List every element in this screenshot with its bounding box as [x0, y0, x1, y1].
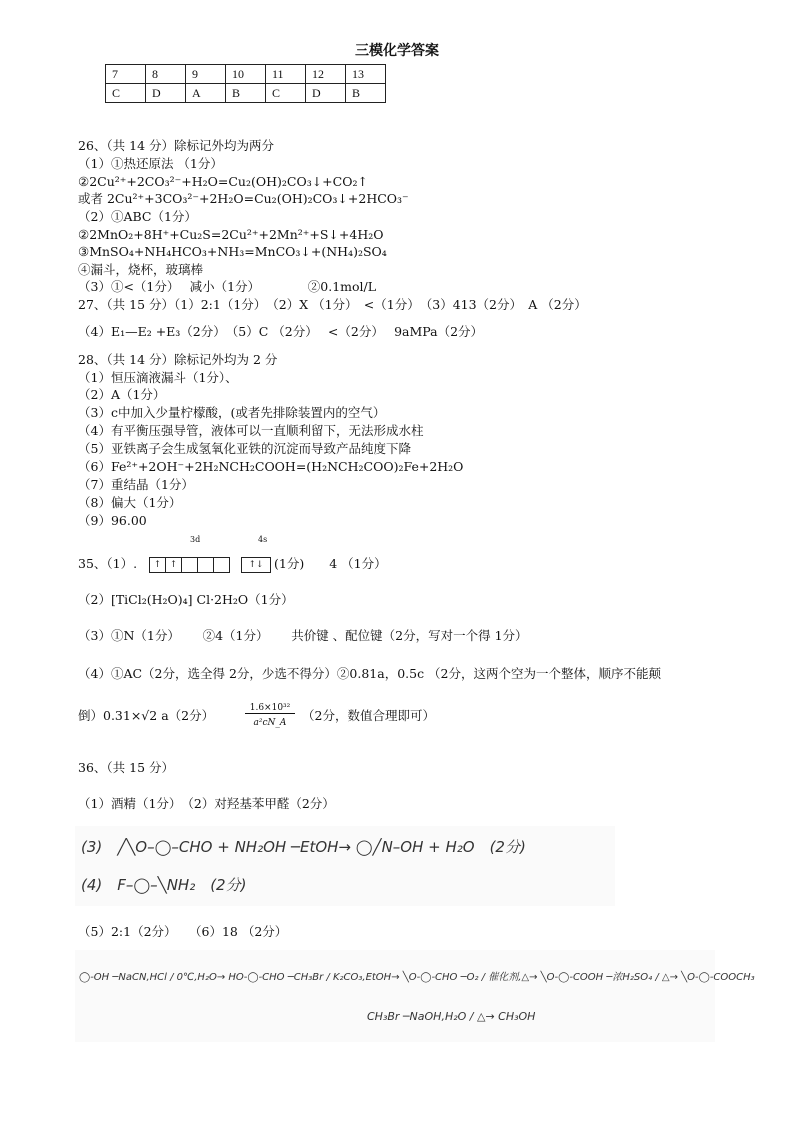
- answer-table-row-answers: [106, 84, 386, 103]
- q35-line: （2）[TiCl₂(H₂O)₄] Cl·2H₂O（1分）: [78, 592, 294, 607]
- table-cell: D: [306, 84, 346, 103]
- handwritten-answer-3-4: [75, 826, 615, 906]
- q35-line: （4）①AC（2分，选全得 2分，少选不得分）②0.81a，0.5c （2分，这两个空为一个整体，顺序不能颠: [78, 666, 662, 681]
- handwritten-route-side: CH₃Br ─NaOH,H₂O / △→ CH₃OH: [367, 1010, 536, 1023]
- q27-line: （4）E₁—E₂ +E₃（2分） （5）C （2分） <（2分） 9aMPa（2分）: [78, 324, 484, 339]
- q26-line: 或者 2Cu²⁺+3CO₃²⁻+2H₂O=Cu₂(OH)₂CO₃↓+2HCO₃⁻: [78, 191, 409, 206]
- q28-line: （9）96.00: [78, 513, 147, 528]
- answer-table: [105, 64, 386, 103]
- handwritten-route-main: ◯-OH ─NaCN,HCl / 0℃,H₂O→ HO-◯-CHO ─CH₃Br / K₂CO₃,EtOH→ ╲O-◯-CHO ─O₂ / 催化剂,△→ ╲O-◯-COOH ─浓H₂SO₄ / △→ ╲O-◯-COOCH₃: [79, 972, 755, 983]
- q26-line: ④漏斗，烧杯，玻璃棒: [78, 262, 204, 277]
- q28-line: （1）恒压滴液漏斗（1分）、: [78, 370, 238, 385]
- table-cell: 13: [346, 65, 386, 84]
- fraction-denominator: a²cN_A: [253, 718, 287, 728]
- table-cell: 8: [146, 65, 186, 84]
- q28-header: 28、（共 14 分）除标记外均为 2 分: [78, 352, 278, 367]
- q26-header: 26、（共 14 分）除标记外均为两分: [78, 138, 275, 153]
- table-cell: 7: [106, 65, 146, 84]
- fraction-numerator: 1.6×10³²: [245, 703, 295, 714]
- table-cell: 10: [226, 65, 266, 84]
- handwritten-synthesis-route: [75, 950, 755, 1042]
- q28-line: （7）重结晶（1分）: [78, 477, 194, 492]
- table-cell: B: [346, 84, 386, 103]
- q35-line1: [78, 556, 387, 573]
- table-cell: 9: [186, 65, 226, 84]
- table-cell: 11: [266, 65, 306, 84]
- orbital-4s-label: 4s: [258, 535, 268, 544]
- q28-line: （8）偏大（1分）: [78, 495, 182, 510]
- q26-line: （3）①<（1分） 减小（1分） ②0.1mol/L: [78, 279, 377, 294]
- handwritten-q3: (3) ╱╲O–◯–CHO + NH₂OH ─EtOH→ ◯╱N–OH + H₂O (2分): [81, 838, 526, 856]
- table-cell: B: [226, 84, 266, 103]
- q26-line: ③MnSO₄+NH₄HCO₃+NH₃=MnCO₃↓+(NH₄)₂SO₄: [78, 244, 387, 259]
- q26-line: （2）①ABC（1分）: [78, 209, 197, 224]
- q35-suffix: (1分) 4 （1分）: [274, 556, 387, 571]
- q26-line: ②2Cu²⁺+2CO₃²⁻+H₂O=Cu₂(OH)₂CO₃↓+CO₂↑: [78, 174, 368, 189]
- table-cell: C: [106, 84, 146, 103]
- q35-prefix: 35、（1）.: [78, 556, 138, 571]
- q36-header: 36、（共 15 分）: [78, 760, 175, 775]
- page-title: 三模化学答案: [355, 43, 439, 59]
- table-cell: A: [186, 84, 226, 103]
- orbital-3d: ↑ ↑: [149, 556, 229, 571]
- q28-line: （2）A（1分）: [78, 387, 166, 402]
- table-cell: D: [146, 84, 186, 103]
- q36-line: （5）2:1（2分） （6）18 （2分）: [78, 924, 288, 939]
- q28-line: （6）Fe²⁺+2OH⁻+2H₂NCH₂COOH=(H₂NCH₂COO)₂Fe+2H₂O: [78, 459, 464, 474]
- q35-line: （2分，数值合理即可）: [302, 708, 435, 723]
- q28-line: （4）有平衡压强导管，液体可以一直顺利留下，无法形成水柱: [78, 423, 424, 438]
- q36-line: （1）酒精（1分） （2）对羟基苯甲醛（2分）: [78, 796, 335, 811]
- table-cell: C: [266, 84, 306, 103]
- q28-line: （3）c中加入少量柠檬酸，(或者先排除装置内的空气）: [78, 405, 386, 420]
- q28-line: （5）亚铁离子会生成氢氧化亚铁的沉淀而导致产品纯度下降: [78, 441, 411, 456]
- table-cell: 12: [306, 65, 346, 84]
- q35-line: 倒）0.31×√2 a（2分）: [78, 708, 215, 723]
- q26-line: ②2MnO₂+8H⁺+Cu₂S=2Cu²⁺+2Mn²⁺+S↓+4H₂O: [78, 227, 384, 242]
- q27-line: 27、（共 15 分）（1）2:1（1分） （2）X （1分） <（1分） （3）413（2分） A （2分）: [78, 297, 587, 312]
- q35-line: （3）①N（1分） ②4（1分） 共价键 、配位键（2分，写对一个得 1分）: [78, 628, 528, 643]
- answer-table-row-numbers: [106, 65, 386, 84]
- handwritten-q4: (4) F–◯–╲NH₂ (2分): [81, 876, 247, 894]
- q26-line: （1）①热还原法 （1分）: [78, 156, 223, 171]
- orbital-4s: ↑↓: [241, 556, 270, 571]
- orbital-3d-label: 3d: [190, 535, 201, 544]
